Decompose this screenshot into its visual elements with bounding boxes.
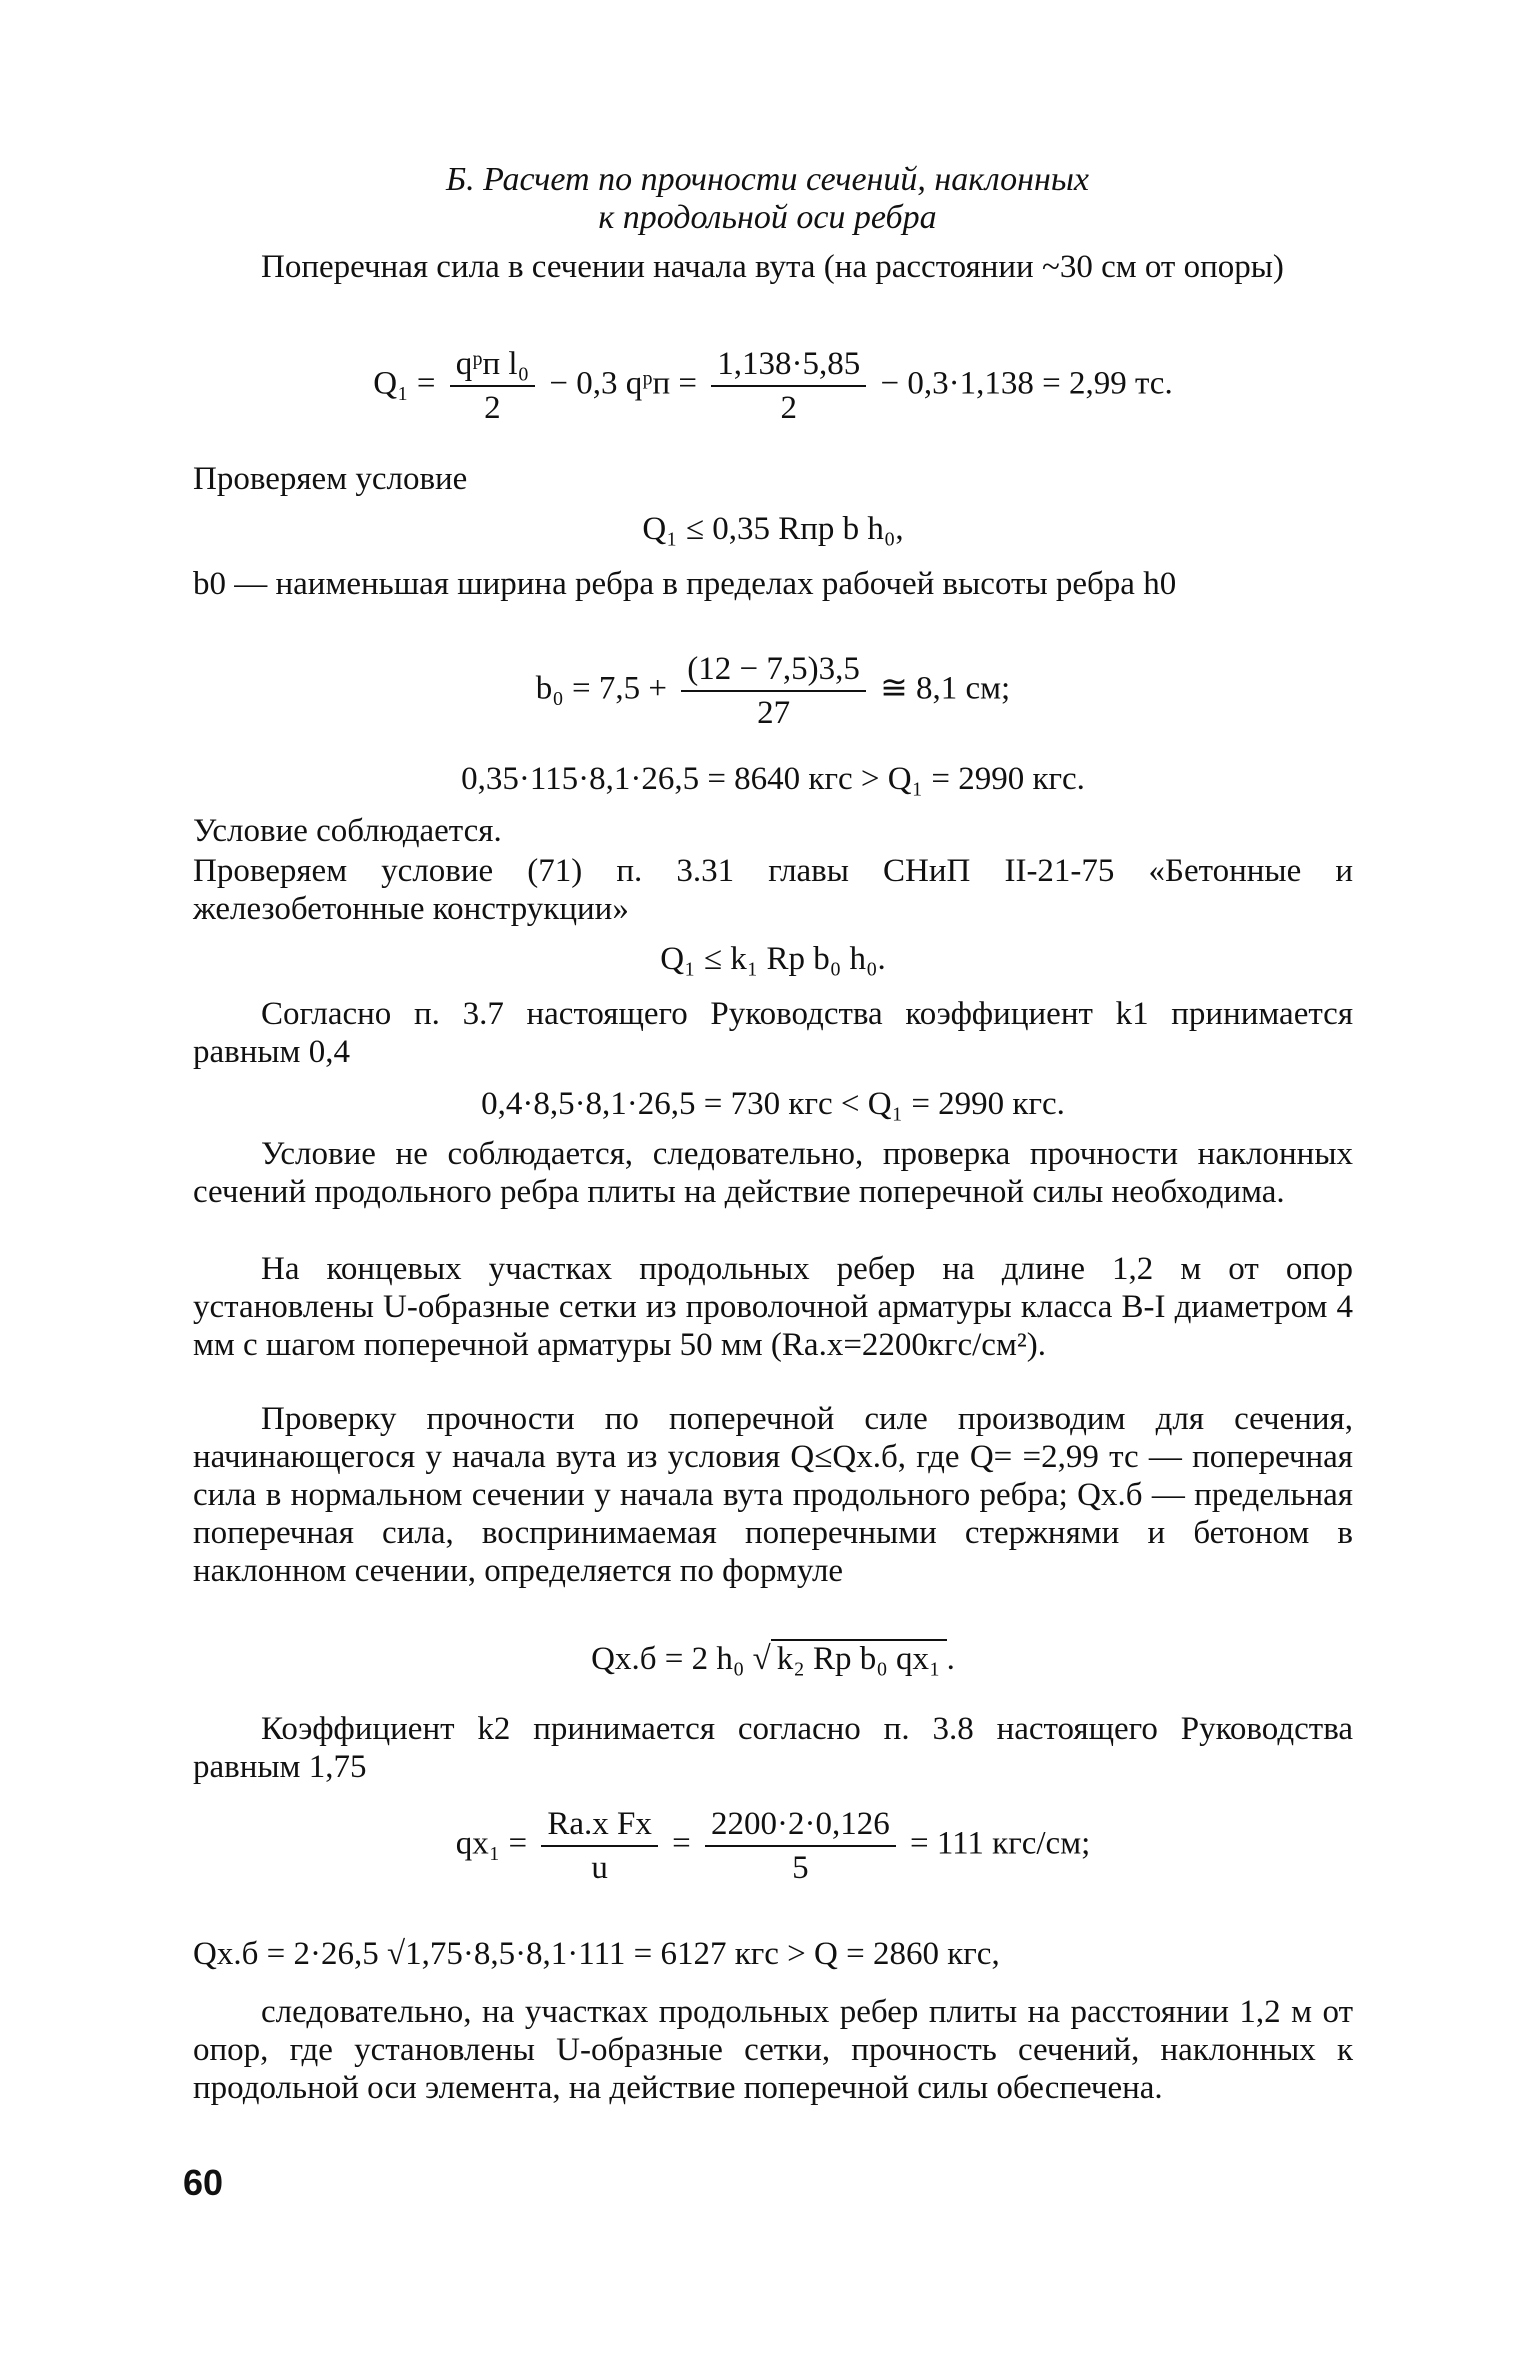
eq3-lhs: b₀ = 7,5 + bbox=[535, 670, 668, 707]
paragraph-condition-not-met: Условие не соблюдается, следовательно, проверка прочности наклонных сечений продольного ребра плиты на действие поперечной силы необходима. bbox=[193, 1136, 1353, 1210]
eq1-rhs: − 0,3·1,138 = 2,99 тс. bbox=[880, 365, 1173, 402]
equation-condition-2: Q₁ ≤ k₁ Rр b₀ h₀. bbox=[660, 941, 886, 977]
eq1-fraction-2: $\frac{1,138\cdot 5,85}{2}$ bbox=[711, 345, 866, 427]
paragraph-condition-met: Условие соблюдается. bbox=[193, 813, 502, 849]
paragraph-strength-check: Проверку прочности по поперечной силе производим для сечения, начинающегося у начала вута из условия Q≤Qx.б, где Q= =2,99 тс — поперечная сила в нормальном сечении у начала вута продольного ребра; Qx.б — предельная поперечная сила, воспринимаемая поперечными стержнями и бетоном в наклонном сечении, определяется по формуле bbox=[193, 1401, 1353, 1589]
equation-check-8640: 0,35·115·8,1·26,5 = 8640 кгс > Q₁ = 2990 кгс. bbox=[461, 761, 1085, 797]
paragraph-conclusion: следовательно, на участках продольных ребер плиты на расстоянии 1,2 м от опор, где установлены U-образные сетки, прочность сечений, наклонных к продольной оси элемента, на действие поперечной силы обеспечена. bbox=[193, 1994, 1353, 2106]
eq1-fraction-1: $\frac{\text{qᵖп l₀}}{2}$ bbox=[450, 345, 535, 427]
eq1-mid: − 0,3 qᵖп = bbox=[549, 365, 698, 402]
paragraph-b0-definition: b0 — наименьшая ширина ребра в пределах рабочей высоты ребра h0 bbox=[193, 566, 1177, 602]
equation-q1 bbox=[193, 345, 1353, 427]
eq8-rhs: = 111 кгс/см; bbox=[910, 1825, 1091, 1862]
equation-qxb-formula bbox=[193, 1640, 1353, 1678]
equation-qxb-result: Qх.б = 2·26,5 √1,75·8,5·8,1·111 = 6127 кгс > Q = 2860 кгс, bbox=[193, 1936, 1000, 1972]
eq8-fraction-1: $\frac{\text{Rа.х Fх}}{u}$ bbox=[541, 1805, 658, 1887]
eq7-lhs: Qх.б = 2 h₀ √ bbox=[591, 1641, 771, 1677]
eq7-end: . bbox=[946, 1641, 955, 1677]
equation-b0 bbox=[193, 650, 1353, 732]
eq7-radicand: k₂ Rр b₀ qх₁ bbox=[771, 1639, 947, 1677]
section-heading-line2: к продольной оси ребра bbox=[598, 199, 937, 236]
equation-qx1 bbox=[193, 1805, 1353, 1887]
equation-check-730: 0,4·8,5·8,1·26,5 = 730 кгс < Q₁ = 2990 кгс. bbox=[481, 1086, 1065, 1122]
paragraph-coefficient-k2: Коэффициент k2 принимается согласно п. 3.8 настоящего Руководства равным 1,75 bbox=[193, 1711, 1353, 1785]
eq3-fraction: $\frac{(12 - 7,5)3,5}{27}$ bbox=[681, 650, 866, 732]
eq3-rhs: ≅ 8,1 см; bbox=[880, 670, 1011, 707]
eq1-lhs: Q₁ = bbox=[373, 365, 436, 402]
paragraph-shear-force: Поперечная сила в сечении начала вута (на расстоянии ~30 см от опоры) bbox=[261, 249, 1284, 285]
paragraph-coefficient-k1: Согласно п. 3.7 настоящего Руководства коэффициент k1 принимается равным 0,4 bbox=[193, 996, 1353, 1070]
paragraph-u-shaped-meshes: На концевых участках продольных ребер на длине 1,2 м от опор установлены U-образные сетки из проволочной арматуры класса B-I диаметром 4 мм с шагом поперечной арматуры 50 мм (Ra.x=2200кгс/см²). bbox=[193, 1251, 1353, 1363]
paragraph-check-condition: Проверяем условие bbox=[193, 461, 468, 497]
eq8-fraction-2: $\frac{2200\cdot 2\cdot 0,126}{5}$ bbox=[705, 1805, 896, 1887]
equation-condition-1: Q₁ ≤ 0,35 Rпр b h₀, bbox=[642, 511, 904, 547]
paragraph-snip-condition: Проверяем условие (71) п. 3.31 главы СНиП II-21-75 «Бетонные и железобетонные конструкции» bbox=[193, 853, 1353, 927]
page-number: 60 bbox=[183, 2162, 224, 2203]
eq8-lhs: qх₁ = bbox=[455, 1825, 528, 1862]
section-heading-line1: Б. Расчет по прочности сечений, наклонных bbox=[446, 161, 1089, 198]
eq8-equals: = bbox=[672, 1825, 691, 1862]
